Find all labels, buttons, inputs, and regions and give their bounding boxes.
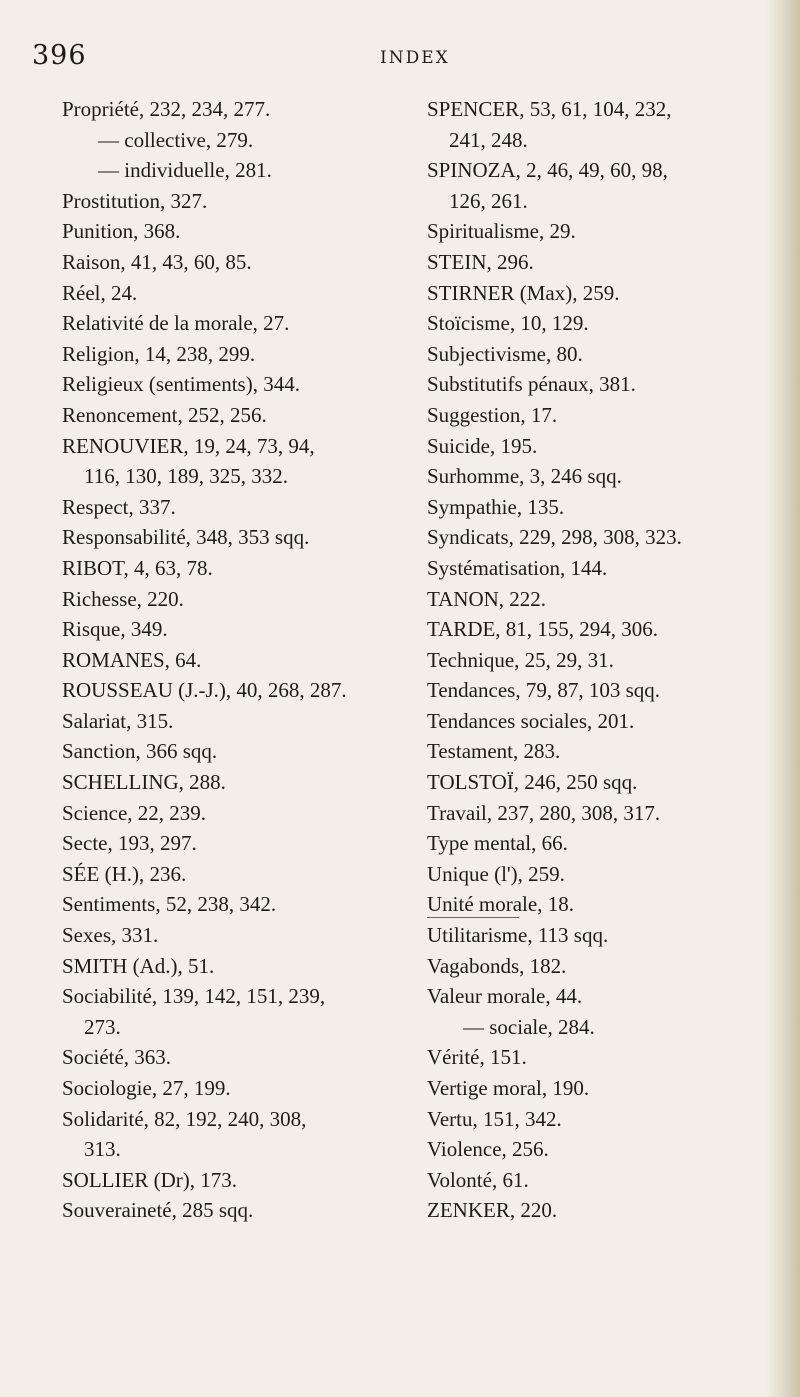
index-entry-continuation: 273.	[84, 1014, 121, 1039]
index-entry: Solidarité, 82, 192, 240, 308,	[62, 1106, 307, 1131]
index-entry: Raison, 41, 43, 60, 85.	[62, 249, 252, 274]
index-entry: STIRNER (Max), 259.	[427, 280, 620, 305]
index-entry: Valeur morale, 44.	[427, 984, 583, 1009]
index-entry: Vertige moral, 190.	[427, 1076, 590, 1100]
index-entry: Sentiments, 52, 238, 342.	[62, 892, 277, 917]
index-entry: Substitutifs pénaux, 381.	[427, 372, 636, 397]
index-entry-continuation: 313.	[84, 1137, 121, 1162]
index-entry: RENOUVIER, 19, 24, 73, 94,	[62, 433, 315, 458]
index-entry: Religion, 14, 238, 299.	[62, 341, 256, 366]
index-entry: Utilitarisme, 113 sqq.	[427, 923, 609, 948]
index-entry: Syndicats, 229, 298, 308, 323.	[427, 525, 682, 550]
index-entry: Unité morale, 18.	[427, 892, 574, 917]
index-entry: Spiritualisme, 29.	[427, 219, 576, 244]
index-subentry: — individuelle, 281.	[98, 158, 272, 183]
index-entry: Secte, 193, 297.	[62, 831, 197, 856]
index-entry: Richesse, 220.	[62, 586, 184, 611]
index-entry: Testament, 283.	[427, 739, 561, 764]
index-subentry: — sociale, 284.	[463, 1014, 595, 1039]
index-subentry: — collective, 279.	[98, 127, 254, 152]
index-entry: Sociabilité, 139, 142, 151, 239,	[62, 984, 326, 1009]
index-entry: Souveraineté, 285 sqq.	[62, 1198, 254, 1223]
index-entry: Société, 363.	[62, 1045, 172, 1070]
page-edge-shadow	[766, 0, 800, 1397]
index-entry: Punition, 368.	[62, 219, 181, 244]
index-entry-continuation: 241, 248.	[449, 127, 528, 152]
index-entry: Sympathie, 135.	[427, 494, 565, 519]
index-column-right	[427, 94, 777, 1226]
index-entry: SÉE (H.), 236.	[62, 861, 187, 886]
index-entry: Renoncement, 252, 256.	[62, 402, 267, 427]
index-entry: Suicide, 195.	[427, 433, 538, 458]
index-entry: Responsabilité, 348, 353 sqq.	[62, 525, 310, 550]
index-entry: Tendances sociales, 201.	[427, 708, 635, 733]
index-entry: SCHELLING, 288.	[62, 770, 226, 795]
index-column-left	[62, 94, 412, 1226]
index-entry: Surhomme, 3, 246 sqq.	[427, 464, 622, 489]
index-entry: Type mental, 66.	[427, 831, 568, 856]
index-entry: Vagabonds, 182.	[427, 953, 567, 978]
index-entry: Sanction, 366 sqq.	[62, 739, 218, 764]
running-head: INDEX	[380, 48, 450, 68]
index-entry: Vérité, 151.	[427, 1045, 527, 1070]
index-entry: SPINOZA, 2, 46, 49, 60, 98,	[427, 158, 668, 183]
index-entry: SOLLIER (Dr), 173.	[62, 1167, 237, 1192]
index-entry: ROMANES, 64.	[62, 647, 202, 672]
index-entry: Religieux (sentiments), 344.	[62, 372, 300, 397]
index-entry: TOLSTOÏ, 246, 250 sqq.	[427, 770, 638, 795]
index-entry: STEIN, 296.	[427, 249, 534, 274]
index-entry-continuation: 116, 130, 189, 325, 332.	[84, 464, 288, 489]
index-entry: Sexes, 331.	[62, 923, 159, 948]
index-entry: Respect, 337.	[62, 494, 176, 519]
index-entry: Prostitution, 327.	[62, 188, 208, 213]
page-number: 396	[32, 40, 87, 71]
index-entry: Sociologie, 27, 199.	[62, 1076, 231, 1100]
index-entry: Travail, 237, 280, 308, 317.	[427, 800, 661, 825]
index-entry: Suggestion, 17.	[427, 402, 558, 427]
index-entry: Vertu, 151, 342.	[427, 1106, 562, 1131]
index-entry: Tendances, 79, 87, 103 sqq.	[427, 678, 660, 703]
index-entry: Subjectivisme, 80.	[427, 341, 583, 366]
index-entry: Relativité de la morale, 27.	[62, 311, 290, 336]
index-entry: Technique, 25, 29, 31.	[427, 647, 614, 672]
index-entry-continuation: 126, 261.	[449, 188, 528, 213]
index-entry: Stoïcisme, 10, 129.	[427, 311, 589, 336]
index-entry: ZENKER, 220.	[427, 1198, 558, 1223]
index-entry: Violence, 256.	[427, 1137, 549, 1162]
end-rule	[427, 917, 519, 918]
index-entry: Salariat, 315.	[62, 708, 174, 733]
index-entry: SMITH (Ad.), 51.	[62, 953, 215, 978]
index-entry: Systématisation, 144.	[427, 555, 608, 580]
index-entry: Propriété, 232, 234, 277.	[62, 97, 271, 121]
index-entry: TANON, 222.	[427, 586, 547, 611]
index-entry: Réel, 24.	[62, 280, 138, 305]
index-entry: Science, 22, 239.	[62, 800, 207, 825]
index-entry: RIBOT, 4, 63, 78.	[62, 555, 213, 580]
index-entry: Volonté, 61.	[427, 1167, 529, 1192]
index-entry: SPENCER, 53, 61, 104, 232,	[427, 97, 672, 121]
index-entry: Risque, 349.	[62, 617, 168, 642]
index-entry: TARDE, 81, 155, 294, 306.	[427, 617, 659, 642]
index-entry: Unique (l'), 259.	[427, 861, 565, 886]
index-entry: ROUSSEAU (J.-J.), 40, 268, 287.	[62, 678, 347, 703]
